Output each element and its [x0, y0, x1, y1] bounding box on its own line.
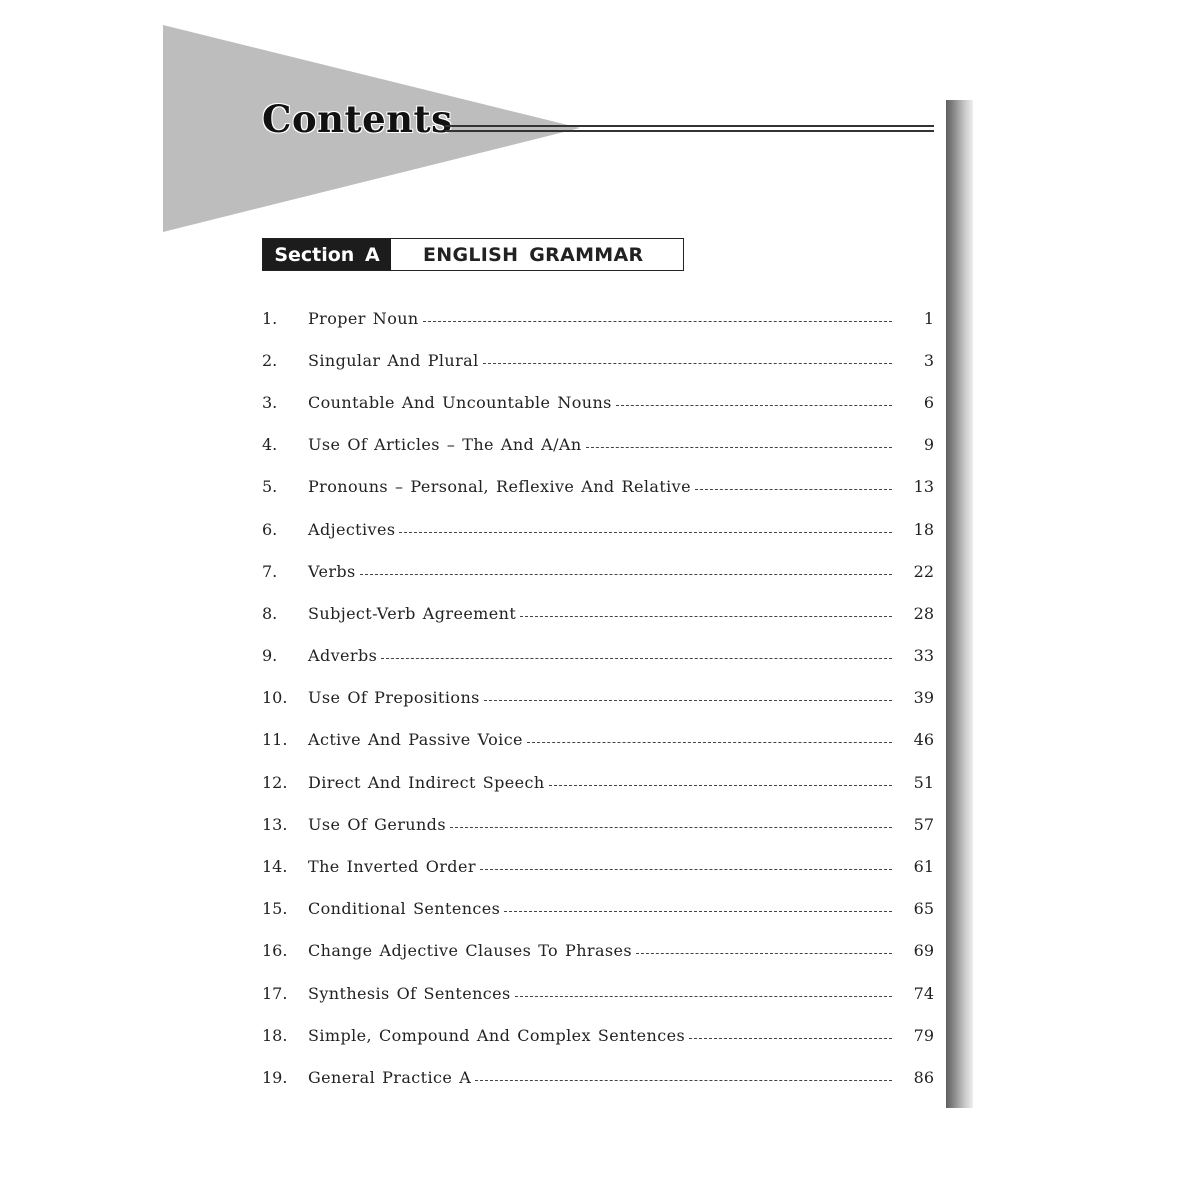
- toc-leader-dashes: [399, 532, 892, 533]
- toc-entry[interactable]: [262, 888, 934, 930]
- toc-entry-title: Direct And Indirect Speech: [308, 772, 545, 792]
- toc-entry-number: 12.: [262, 772, 288, 792]
- toc-entry-page-number: 1: [923, 308, 934, 328]
- toc-entry-title: Active And Passive Voice: [308, 730, 523, 750]
- toc-entry-title: Pronouns – Personal, Reflexive And Relative: [308, 477, 691, 497]
- toc-leader-dashes: [450, 827, 892, 828]
- toc-entry-title: Adjectives: [308, 519, 396, 539]
- toc-entry-title: Use Of Gerunds: [308, 814, 446, 834]
- table-of-contents: [262, 297, 934, 1099]
- toc-entry-number: 6.: [262, 519, 278, 539]
- toc-entry-number: 1.: [262, 308, 278, 328]
- toc-entry-number: 19.: [262, 1067, 288, 1087]
- toc-entry[interactable]: [262, 972, 934, 1014]
- toc-entry-title: Conditional Sentences: [308, 899, 501, 919]
- toc-entry[interactable]: [262, 297, 934, 339]
- toc-entry-title: General Practice A: [308, 1067, 472, 1087]
- toc-entry-title: The Inverted Order: [308, 857, 476, 877]
- toc-leader-dashes: [549, 785, 892, 786]
- toc-entry-page-number: 65: [913, 899, 934, 919]
- toc-entry-page-number: 57: [913, 814, 934, 834]
- toc-entry-number: 4.: [262, 435, 278, 455]
- toc-leader-dashes: [689, 1038, 892, 1039]
- toc-entry[interactable]: [262, 381, 934, 423]
- toc-leader-dashes: [504, 911, 892, 912]
- toc-leader-dashes: [480, 869, 892, 870]
- toc-leader-dashes: [423, 321, 892, 322]
- toc-leader-dashes: [527, 742, 892, 743]
- toc-leader-dashes: [636, 953, 892, 954]
- toc-entry-page-number: 9: [923, 435, 934, 455]
- toc-entry-title: Synthesis Of Sentences: [308, 983, 511, 1003]
- toc-leader-dashes: [515, 996, 892, 997]
- toc-entry[interactable]: [262, 424, 934, 466]
- toc-leader-dashes: [616, 405, 892, 406]
- toc-entry[interactable]: [262, 845, 934, 887]
- toc-entry[interactable]: [262, 803, 934, 845]
- toc-entry[interactable]: [262, 1014, 934, 1056]
- toc-entry-number: 13.: [262, 814, 288, 834]
- toc-entry-number: 15.: [262, 899, 288, 919]
- toc-entry-number: 9.: [262, 646, 278, 666]
- toc-entry-page-number: 6: [923, 392, 934, 412]
- toc-entry[interactable]: [262, 339, 934, 381]
- toc-entry-page-number: 74: [913, 983, 934, 1003]
- toc-entry[interactable]: [262, 635, 934, 677]
- section-label: Section A: [263, 239, 391, 270]
- toc-leader-dashes: [381, 658, 892, 659]
- toc-entry[interactable]: [262, 930, 934, 972]
- toc-entry[interactable]: [262, 466, 934, 508]
- toc-entry[interactable]: [262, 677, 934, 719]
- toc-entry-title: Use Of Articles – The And A/An: [308, 435, 582, 455]
- toc-entry-title: Singular And Plural: [308, 350, 479, 370]
- toc-entry-page-number: 61: [913, 857, 934, 877]
- toc-entry-page-number: 69: [913, 941, 934, 961]
- toc-entry-number: 18.: [262, 1025, 288, 1045]
- toc-entry-number: 7.: [262, 561, 278, 581]
- toc-entry-page-number: 33: [913, 646, 934, 666]
- toc-entry-page-number: 3: [923, 350, 934, 370]
- title-double-rule: [445, 125, 934, 132]
- toc-entry-title: Proper Noun: [308, 308, 419, 328]
- toc-entry-number: 8.: [262, 603, 278, 623]
- toc-entry[interactable]: [262, 550, 934, 592]
- toc-entry-number: 16.: [262, 941, 288, 961]
- toc-entry-number: 3.: [262, 392, 278, 412]
- toc-leader-dashes: [360, 574, 892, 575]
- toc-entry-title: Adverbs: [308, 646, 378, 666]
- page-edge-shadow: [946, 100, 973, 1108]
- section-title: ENGLISH GRAMMAR: [423, 243, 644, 266]
- toc-entry-title: Subject-Verb Agreement: [308, 603, 517, 623]
- toc-entry-number: 11.: [262, 730, 288, 750]
- toc-entry-page-number: 86: [913, 1067, 934, 1087]
- toc-leader-dashes: [520, 616, 892, 617]
- toc-entry-page-number: 79: [913, 1025, 934, 1045]
- toc-entry-title: Verbs: [308, 561, 356, 581]
- toc-entry-page-number: 28: [913, 603, 934, 623]
- toc-entry-number: 17.: [262, 983, 288, 1003]
- toc-entry-number: 14.: [262, 857, 288, 877]
- toc-entry-page-number: 51: [913, 772, 934, 792]
- toc-entry[interactable]: [262, 508, 934, 550]
- toc-entry[interactable]: [262, 592, 934, 634]
- toc-entry-page-number: 13: [913, 477, 934, 497]
- toc-entry-number: 5.: [262, 477, 278, 497]
- toc-leader-dashes: [475, 1080, 892, 1081]
- page-title: Contents: [262, 97, 453, 141]
- toc-entry-title: Use Of Prepositions: [308, 688, 480, 708]
- toc-entry-number: 2.: [262, 350, 278, 370]
- toc-leader-dashes: [586, 447, 892, 448]
- toc-entry[interactable]: [262, 1056, 934, 1098]
- toc-entry[interactable]: [262, 719, 934, 761]
- toc-entry-page-number: 46: [913, 730, 934, 750]
- toc-entry-page-number: 39: [913, 688, 934, 708]
- toc-entry[interactable]: [262, 761, 934, 803]
- toc-leader-dashes: [484, 700, 892, 701]
- toc-entry-number: 10.: [262, 688, 288, 708]
- toc-entry-page-number: 18: [913, 519, 934, 539]
- toc-leader-dashes: [695, 489, 892, 490]
- toc-entry-page-number: 22: [913, 561, 934, 581]
- toc-leader-dashes: [483, 363, 892, 364]
- toc-entry-title: Change Adjective Clauses To Phrases: [308, 941, 632, 961]
- toc-entry-title: Countable And Uncountable Nouns: [308, 392, 612, 412]
- section-header: [262, 238, 684, 271]
- toc-entry-title: Simple, Compound And Complex Sentences: [308, 1025, 686, 1045]
